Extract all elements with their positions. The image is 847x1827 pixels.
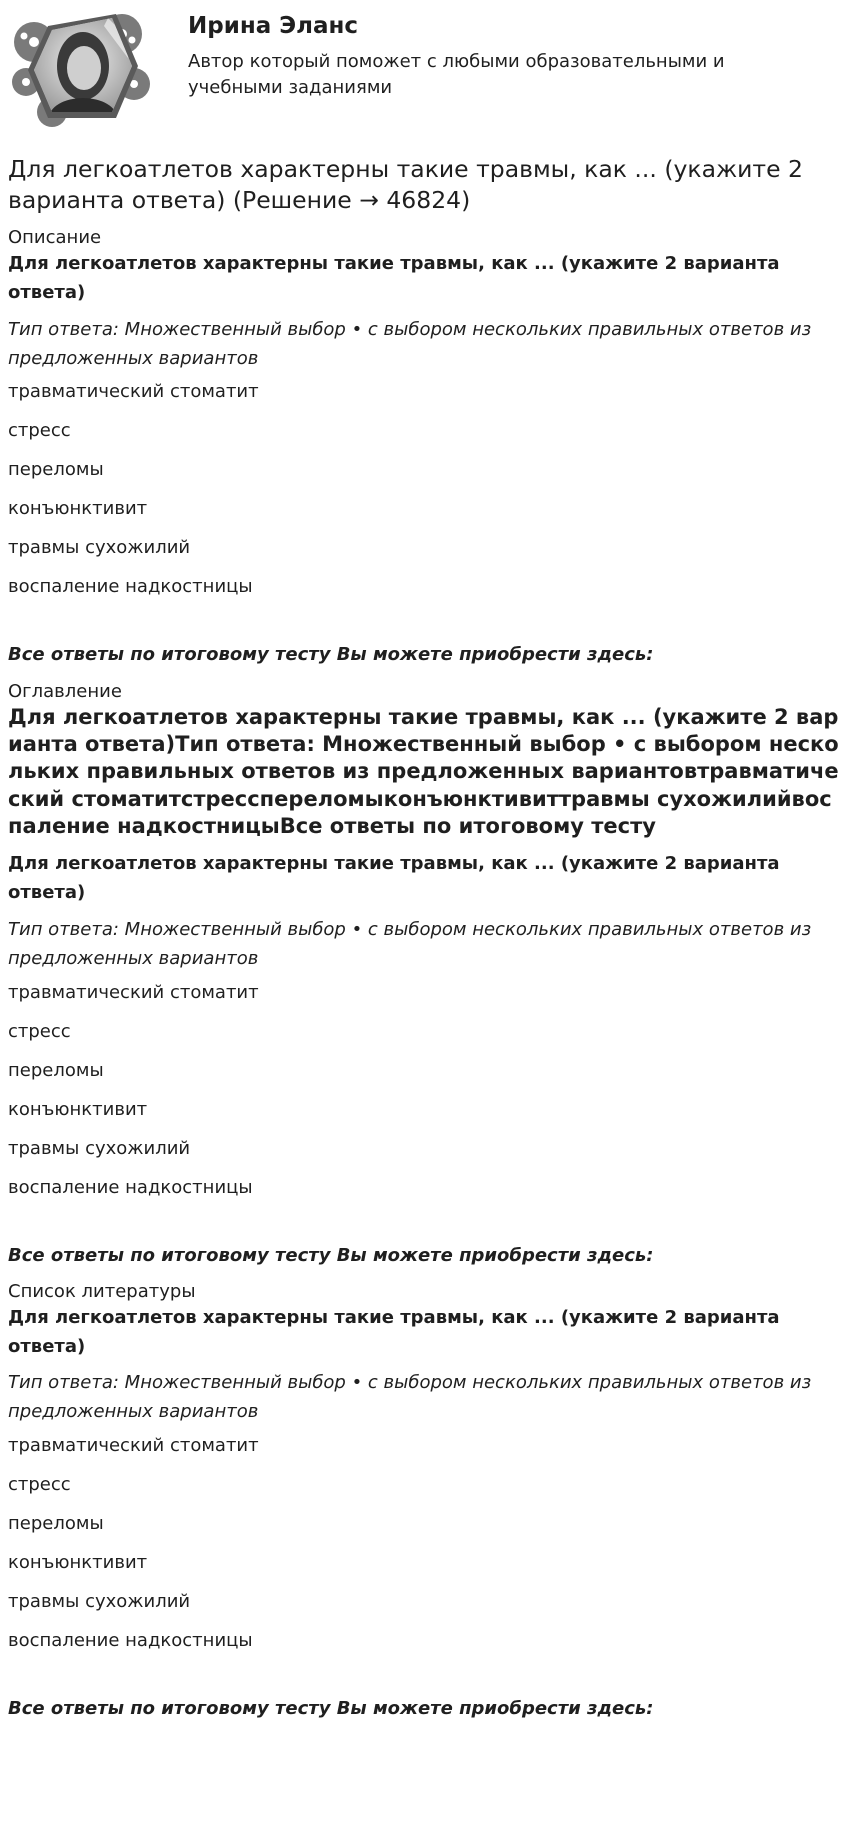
- toc-label: Оглавление: [8, 680, 122, 702]
- list-item: переломы: [8, 459, 104, 481]
- list-item: стресс: [8, 1020, 71, 1042]
- list-item: переломы: [8, 1513, 104, 1535]
- author-name[interactable]: Ирина Эланс: [188, 13, 359, 39]
- author-card: [8, 8, 839, 134]
- author-info: [188, 8, 808, 101]
- answer-type: Тип ответа: Множественный выбор • с выбором нескольких правильных ответов из предложенных вариантов: [8, 318, 812, 369]
- list-item: стресс: [8, 420, 71, 442]
- description-section: [8, 225, 839, 668]
- list-item: стресс: [8, 1474, 71, 1496]
- toc-title: Для легкоатлетов характерны такие травмы, как ... (укажите 2 варианта ответа)Тип ответа: Множественный выбор • с выбором нескольких правильных ответов из предложенных вариантовтравматический стоматитстресспереломыконъюнктивиттравмы сухожилийвоспаление надкостницыВсе ответы по итоговому тесту: [8, 704, 839, 839]
- film-reel-frame-icon: [8, 8, 154, 128]
- list-item: конъюнктивит: [8, 498, 148, 520]
- list-item: воспаление надкостницы: [8, 1630, 253, 1652]
- list-item: травматический стоматит: [8, 381, 259, 403]
- list-item: травмы сухожилий: [8, 1137, 191, 1159]
- buy-note: Все ответы по итоговому тесту Вы можете приобрести здесь:: [8, 644, 654, 666]
- question-title: Для легкоатлетов характерны такие травмы, как ... (укажите 2 варианта ответа): [8, 853, 780, 904]
- literature-label: Список литературы: [8, 1280, 196, 1302]
- page-title: Для легкоатлетов характерны такие травмы, как ... (укажите 2 варианта ответа) (Решение → 46824): [8, 155, 803, 214]
- list-item: воспаление надкостницы: [8, 1176, 253, 1198]
- list-item: переломы: [8, 1059, 104, 1081]
- toc-section: [8, 679, 839, 1268]
- question-title: Для легкоатлетов характерны такие травмы, как ... (укажите 2 варианта ответа): [8, 1306, 780, 1357]
- answer-options: [8, 1435, 839, 1652]
- list-item: конъюнктивит: [8, 1552, 148, 1574]
- buy-note: Все ответы по итоговому тесту Вы можете приобрести здесь:: [8, 1698, 654, 1720]
- list-item: травмы сухожилий: [8, 1591, 191, 1613]
- answer-type: Тип ответа: Множественный выбор • с выбором нескольких правильных ответов из предложенных вариантов: [8, 918, 812, 969]
- literature-section: [8, 1279, 839, 1722]
- answer-options: [8, 381, 839, 598]
- avatar[interactable]: [8, 8, 154, 128]
- list-item: травматический стоматит: [8, 981, 259, 1003]
- description-label: Описание: [8, 227, 102, 249]
- list-item: травматический стоматит: [8, 1435, 259, 1457]
- list-item: травмы сухожилий: [8, 537, 191, 559]
- answer-options: [8, 982, 839, 1199]
- question-title: Для легкоатлетов характерны такие травмы, как ... (укажите 2 варианта ответа): [8, 253, 780, 304]
- buy-note: Все ответы по итоговому тесту Вы можете приобрести здесь:: [8, 1244, 654, 1266]
- list-item: воспаление надкостницы: [8, 576, 253, 598]
- author-description: Автор который поможет с любыми образовательными и учебными заданиями: [188, 50, 725, 98]
- list-item: конъюнктивит: [8, 1098, 148, 1120]
- answer-type: Тип ответа: Множественный выбор • с выбором нескольких правильных ответов из предложенных вариантов: [8, 1372, 812, 1423]
